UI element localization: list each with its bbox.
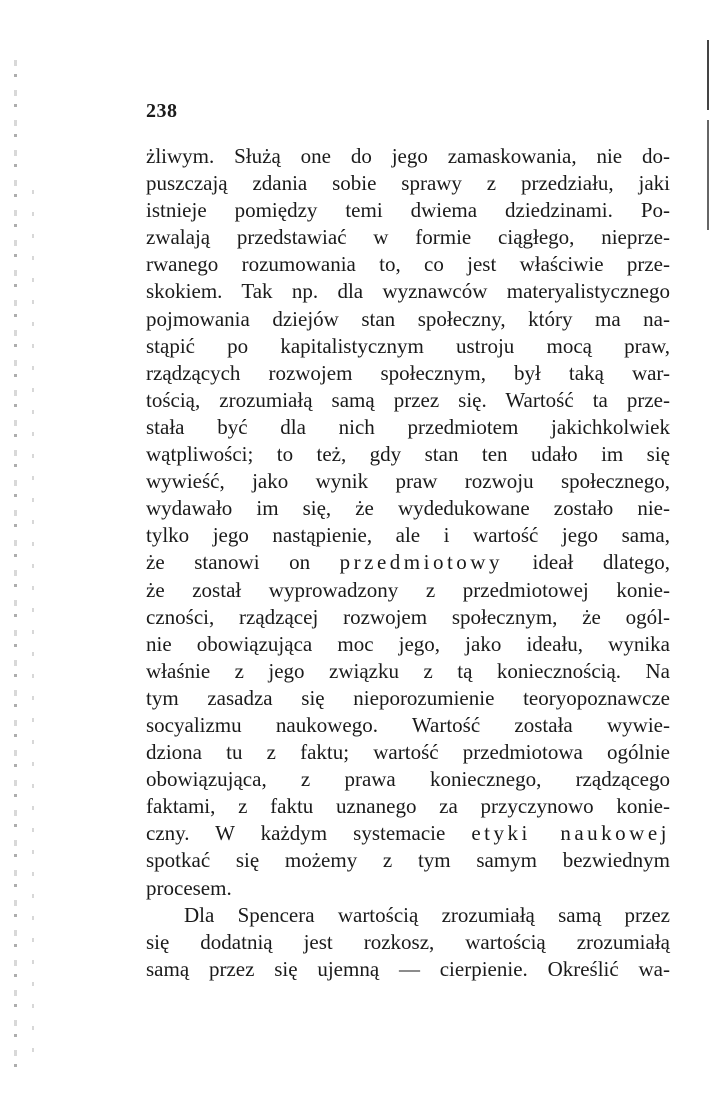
text-line: spotkać się możemy z tym samym bezwiednym [146, 848, 670, 873]
text-line: właśnie z jego związku z tą koniecznością. Na [146, 658, 670, 683]
text-run: czny. W każdym systemacie [146, 821, 472, 846]
text-line: obowiązująca, z prawa koniecznego, rządzącego [146, 767, 670, 792]
text-line: czności, rządzącej rozwojem społecznym, że ogól- [146, 604, 670, 629]
text-line: procesem. [146, 875, 232, 900]
text-line: Dla Spencera wartością zrozumiałą samą przez [184, 902, 670, 927]
text-line: dziona tu z faktu; wartość przedmiotowa ogólnie [146, 740, 670, 765]
page-edge-left-inner [32, 190, 34, 1070]
text-line: wywieść, jako wynik praw rozwoju społecznego, [146, 469, 670, 494]
text-line: pojmowania dziejów stan społeczny, który ma na- [146, 306, 670, 331]
text-line: wątpliwości; to też, gdy stan ten udało im się [146, 442, 670, 467]
text-line [146, 549, 670, 576]
text-line: tylko jego nastąpienie, ale i wartość jego sama, [146, 523, 670, 548]
text-line [146, 820, 670, 847]
text-line: wydawało im się, że wydedukowane zostało nie- [146, 496, 670, 521]
text-line: rządzących rozwojem społecznym, był taką war- [146, 360, 670, 385]
text-line: rwanego rozumowania to, co jest właściwie prze- [146, 252, 670, 277]
emphasized-word: przedmiotowy [339, 550, 503, 575]
text-line: że został wyprowadzony z przedmiotowej konie- [146, 577, 670, 602]
text-line: puszczają zdania sobie sprawy z przedziału, jaki [146, 171, 670, 196]
text-run: że stanowi on [146, 550, 340, 575]
page-number: 238 [146, 100, 178, 122]
text-line: się dodatnią jest rozkosz, wartością zrozumiałą [146, 929, 670, 954]
page-edge-right [707, 40, 709, 230]
text-line: samą przez się ujemną — cierpienie. Określić wa- [146, 956, 670, 981]
body-text [146, 143, 670, 983]
page-edge-left [14, 60, 17, 1080]
text-line: faktami, z faktu uznanego za przyczynowo konie- [146, 794, 670, 819]
text-line: nie obowiązująca moc jego, jako ideału, wynika [146, 631, 670, 656]
text-run: ideał dlatego, [502, 550, 670, 575]
text-line: żliwym. Służą one do jego zamaskowania, nie do- [146, 144, 670, 168]
emphasized-word: etyki naukowej [471, 821, 670, 846]
text-line: tym zasadza się nieporozumienie teoryopoznawcze [146, 685, 670, 710]
text-line: stąpić po kapitalistycznym ustroju mocą praw, [146, 333, 670, 358]
text-line: stała być dla nich przedmiotem jakichkolwiek [146, 414, 670, 439]
text-line: skokiem. Tak np. dla wyznawców materyalistycznego [146, 279, 670, 304]
text-line: tością, zrozumiałą samą przez się. Wartość ta prze- [146, 387, 670, 412]
text-line: zwalają przedstawiać w formie ciągłego, nieprze- [146, 225, 670, 250]
text-line: socyalizmu naukowego. Wartość została wywie- [146, 712, 670, 737]
text-line: istnieje pomiędzy temi dwiema dziedzinami. Po- [146, 198, 670, 223]
